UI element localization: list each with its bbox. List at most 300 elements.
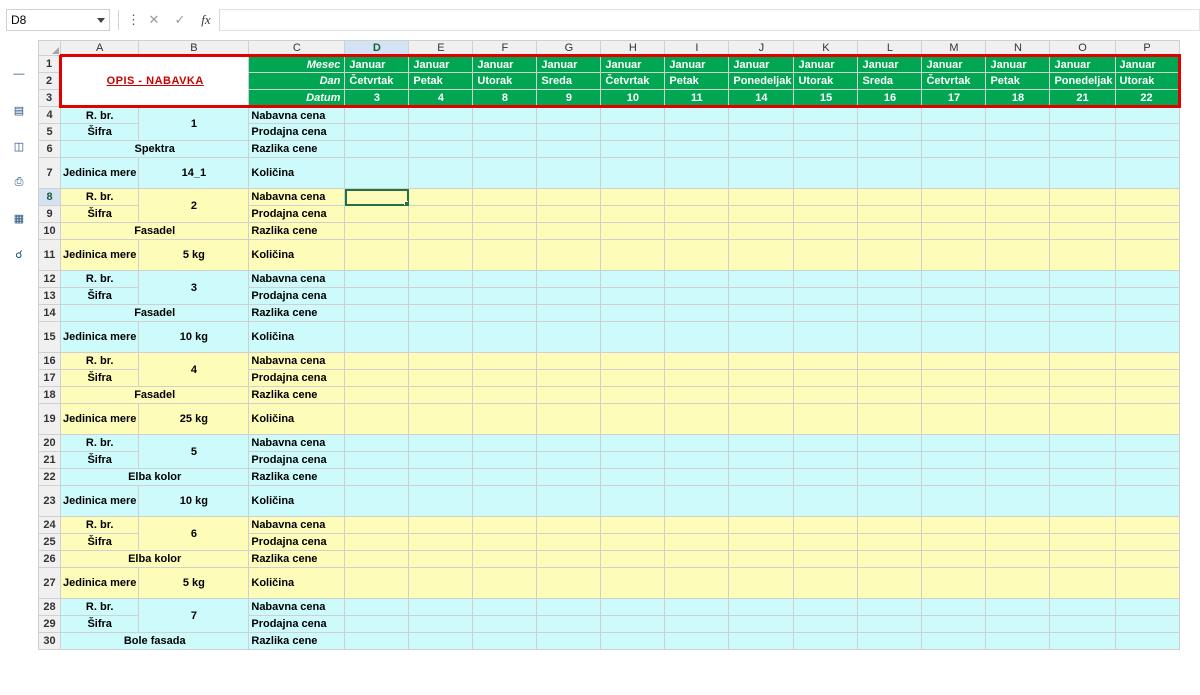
data-cell[interactable] xyxy=(473,599,537,616)
data-cell[interactable] xyxy=(1115,568,1179,599)
data-cell[interactable] xyxy=(473,370,537,387)
value-naziv[interactable]: Bole fasada xyxy=(61,633,249,650)
value-rbr[interactable]: 7 xyxy=(139,599,249,633)
column-header-A[interactable]: A xyxy=(61,41,139,56)
data-cell[interactable] xyxy=(665,288,729,305)
data-cell[interactable] xyxy=(409,452,473,469)
data-cell[interactable] xyxy=(409,599,473,616)
data-cell[interactable] xyxy=(537,124,601,141)
data-cell[interactable] xyxy=(1115,271,1179,288)
data-cell[interactable] xyxy=(665,305,729,322)
data-cell[interactable] xyxy=(1050,107,1115,124)
data-cell[interactable] xyxy=(665,616,729,633)
data-cell[interactable] xyxy=(729,370,794,387)
column-header-C[interactable]: C xyxy=(249,41,345,56)
data-cell[interactable] xyxy=(409,141,473,158)
data-cell[interactable] xyxy=(1050,353,1115,370)
data-cell[interactable] xyxy=(858,599,922,616)
data-cell[interactable] xyxy=(1050,240,1115,271)
data-cell[interactable] xyxy=(1050,534,1115,551)
data-cell[interactable] xyxy=(345,517,409,534)
data-cell[interactable] xyxy=(345,322,409,353)
value-rbr[interactable]: 2 xyxy=(139,189,249,223)
data-cell[interactable] xyxy=(729,223,794,240)
data-cell[interactable] xyxy=(345,387,409,404)
data-cell[interactable] xyxy=(601,452,665,469)
data-cell[interactable] xyxy=(345,616,409,633)
data-cell[interactable] xyxy=(858,124,922,141)
data-cell[interactable] xyxy=(986,322,1050,353)
row-header-16[interactable]: 16 xyxy=(39,353,61,370)
data-cell[interactable] xyxy=(601,370,665,387)
data-cell[interactable] xyxy=(986,435,1050,452)
data-cell[interactable] xyxy=(729,189,794,206)
data-cell[interactable] xyxy=(858,435,922,452)
data-cell[interactable] xyxy=(537,599,601,616)
data-cell[interactable] xyxy=(345,633,409,650)
data-cell[interactable] xyxy=(409,534,473,551)
data-cell[interactable] xyxy=(794,599,858,616)
data-cell[interactable] xyxy=(794,158,858,189)
data-cell[interactable] xyxy=(858,353,922,370)
data-cell[interactable] xyxy=(601,404,665,435)
data-cell[interactable] xyxy=(665,551,729,568)
data-cell[interactable] xyxy=(665,370,729,387)
data-cell[interactable] xyxy=(794,271,858,288)
data-cell[interactable] xyxy=(858,633,922,650)
data-cell[interactable] xyxy=(986,206,1050,223)
data-cell[interactable] xyxy=(473,435,537,452)
data-cell[interactable] xyxy=(922,322,986,353)
column-header-M[interactable]: M xyxy=(922,41,986,56)
data-cell[interactable] xyxy=(794,404,858,435)
column-header-O[interactable]: O xyxy=(1050,41,1115,56)
data-cell[interactable] xyxy=(665,223,729,240)
data-cell[interactable] xyxy=(665,124,729,141)
data-cell[interactable] xyxy=(729,469,794,486)
data-cell[interactable] xyxy=(1115,452,1179,469)
row-header-12[interactable]: 12 xyxy=(39,271,61,288)
data-cell[interactable] xyxy=(345,370,409,387)
data-cell[interactable] xyxy=(473,534,537,551)
data-cell[interactable] xyxy=(601,141,665,158)
data-cell[interactable] xyxy=(794,305,858,322)
data-cell[interactable] xyxy=(729,124,794,141)
data-cell[interactable] xyxy=(858,189,922,206)
data-cell[interactable] xyxy=(986,486,1050,517)
column-header-J[interactable]: J xyxy=(729,41,794,56)
data-cell[interactable] xyxy=(537,158,601,189)
data-cell[interactable] xyxy=(922,206,986,223)
data-cell[interactable] xyxy=(473,568,537,599)
data-cell[interactable] xyxy=(1050,599,1115,616)
value-jedinica-mere[interactable]: 14_1 xyxy=(139,158,249,189)
value-rbr[interactable]: 1 xyxy=(139,107,249,141)
data-cell[interactable] xyxy=(473,551,537,568)
column-header-L[interactable]: L xyxy=(858,41,922,56)
data-cell[interactable] xyxy=(409,240,473,271)
data-cell[interactable] xyxy=(665,206,729,223)
row-header-11[interactable]: 11 xyxy=(39,240,61,271)
data-cell[interactable] xyxy=(345,568,409,599)
data-cell[interactable] xyxy=(922,435,986,452)
data-cell[interactable] xyxy=(537,288,601,305)
data-cell[interactable] xyxy=(1115,387,1179,404)
data-cell[interactable] xyxy=(794,240,858,271)
data-cell[interactable] xyxy=(1050,633,1115,650)
data-cell[interactable] xyxy=(409,305,473,322)
data-cell[interactable] xyxy=(1115,551,1179,568)
data-cell[interactable] xyxy=(601,534,665,551)
data-cell[interactable] xyxy=(409,206,473,223)
data-cell[interactable] xyxy=(665,452,729,469)
data-cell[interactable] xyxy=(729,206,794,223)
data-cell[interactable] xyxy=(473,206,537,223)
data-cell[interactable] xyxy=(345,288,409,305)
data-cell[interactable] xyxy=(537,486,601,517)
data-cell[interactable] xyxy=(1050,288,1115,305)
row-header-8[interactable]: 8 xyxy=(39,189,61,206)
data-cell[interactable] xyxy=(473,353,537,370)
data-cell[interactable] xyxy=(665,486,729,517)
data-cell[interactable] xyxy=(922,551,986,568)
data-cell[interactable] xyxy=(665,240,729,271)
data-cell[interactable] xyxy=(601,322,665,353)
data-cell[interactable] xyxy=(473,404,537,435)
data-cell[interactable] xyxy=(409,435,473,452)
data-cell[interactable] xyxy=(473,288,537,305)
data-cell[interactable] xyxy=(601,189,665,206)
data-cell[interactable] xyxy=(601,469,665,486)
data-cell[interactable] xyxy=(1050,452,1115,469)
data-cell[interactable] xyxy=(409,288,473,305)
row-header-30[interactable]: 30 xyxy=(39,633,61,650)
data-cell[interactable] xyxy=(1115,124,1179,141)
data-cell[interactable] xyxy=(537,469,601,486)
row-header-24[interactable]: 24 xyxy=(39,517,61,534)
data-cell[interactable] xyxy=(1050,435,1115,452)
data-cell[interactable] xyxy=(858,206,922,223)
data-cell[interactable] xyxy=(1050,517,1115,534)
row-header-6[interactable]: 6 xyxy=(39,141,61,158)
data-cell[interactable] xyxy=(409,271,473,288)
data-cell[interactable] xyxy=(729,107,794,124)
data-cell[interactable] xyxy=(601,240,665,271)
data-cell[interactable] xyxy=(858,517,922,534)
value-jedinica-mere[interactable]: 10 kg xyxy=(139,322,249,353)
data-cell[interactable] xyxy=(922,189,986,206)
data-cell[interactable] xyxy=(601,288,665,305)
data-cell[interactable] xyxy=(922,534,986,551)
data-cell[interactable] xyxy=(986,158,1050,189)
data-cell[interactable] xyxy=(794,551,858,568)
data-cell[interactable] xyxy=(729,633,794,650)
data-cell[interactable] xyxy=(858,141,922,158)
data-cell[interactable] xyxy=(922,452,986,469)
data-cell[interactable] xyxy=(601,568,665,599)
data-cell[interactable] xyxy=(922,124,986,141)
column-header-P[interactable]: P xyxy=(1115,41,1179,56)
data-cell[interactable] xyxy=(537,452,601,469)
data-cell[interactable] xyxy=(473,322,537,353)
data-cell[interactable] xyxy=(922,370,986,387)
value-naziv[interactable]: Spektra xyxy=(61,141,249,158)
data-cell[interactable] xyxy=(922,517,986,534)
binoculars-icon[interactable]: ☌ xyxy=(15,248,23,261)
data-cell[interactable] xyxy=(858,469,922,486)
data-cell[interactable] xyxy=(1115,370,1179,387)
data-cell[interactable] xyxy=(1050,141,1115,158)
data-cell[interactable] xyxy=(345,158,409,189)
data-cell[interactable] xyxy=(922,223,986,240)
data-cell[interactable] xyxy=(665,633,729,650)
data-cell[interactable] xyxy=(794,616,858,633)
data-cell[interactable] xyxy=(345,534,409,551)
data-cell[interactable] xyxy=(345,124,409,141)
data-cell[interactable] xyxy=(665,469,729,486)
data-cell[interactable] xyxy=(858,240,922,271)
column-header-G[interactable]: G xyxy=(537,41,601,56)
data-cell[interactable] xyxy=(1050,387,1115,404)
data-cell[interactable] xyxy=(986,305,1050,322)
data-cell[interactable] xyxy=(665,271,729,288)
data-cell[interactable] xyxy=(794,370,858,387)
data-cell[interactable] xyxy=(345,271,409,288)
data-cell[interactable] xyxy=(345,486,409,517)
data-cell[interactable] xyxy=(473,452,537,469)
row-header-22[interactable]: 22 xyxy=(39,469,61,486)
data-cell[interactable] xyxy=(986,534,1050,551)
data-cell[interactable] xyxy=(729,158,794,189)
data-cell[interactable] xyxy=(986,517,1050,534)
data-cell[interactable] xyxy=(986,141,1050,158)
data-cell[interactable] xyxy=(986,240,1050,271)
data-cell[interactable] xyxy=(729,517,794,534)
data-cell[interactable] xyxy=(1050,158,1115,189)
data-cell[interactable] xyxy=(409,486,473,517)
row-header-5[interactable]: 5 xyxy=(39,124,61,141)
data-cell[interactable] xyxy=(858,534,922,551)
data-cell[interactable] xyxy=(665,322,729,353)
data-cell[interactable] xyxy=(1050,568,1115,599)
data-cell[interactable] xyxy=(601,158,665,189)
value-jedinica-mere[interactable]: 5 kg xyxy=(139,568,249,599)
value-rbr[interactable]: 3 xyxy=(139,271,249,305)
data-cell[interactable] xyxy=(473,305,537,322)
data-cell[interactable] xyxy=(1115,141,1179,158)
data-cell[interactable] xyxy=(473,124,537,141)
data-cell[interactable] xyxy=(729,534,794,551)
data-cell[interactable] xyxy=(345,551,409,568)
table-icon[interactable]: ▤ xyxy=(13,104,25,117)
row-header-26[interactable]: 26 xyxy=(39,551,61,568)
data-cell[interactable] xyxy=(729,551,794,568)
data-cell[interactable] xyxy=(473,616,537,633)
data-cell[interactable] xyxy=(665,534,729,551)
data-cell[interactable] xyxy=(986,189,1050,206)
data-cell[interactable] xyxy=(665,189,729,206)
data-cell[interactable] xyxy=(858,271,922,288)
data-cell[interactable] xyxy=(345,599,409,616)
data-cell[interactable] xyxy=(922,271,986,288)
data-cell[interactable] xyxy=(345,353,409,370)
data-cell[interactable] xyxy=(345,141,409,158)
row-header-29[interactable]: 29 xyxy=(39,616,61,633)
data-cell[interactable] xyxy=(794,435,858,452)
data-cell[interactable] xyxy=(729,404,794,435)
value-naziv[interactable]: Elba kolor xyxy=(61,469,249,486)
data-cell[interactable] xyxy=(665,568,729,599)
row-header-25[interactable]: 25 xyxy=(39,534,61,551)
data-cell[interactable] xyxy=(794,223,858,240)
data-cell[interactable] xyxy=(1050,206,1115,223)
data-cell[interactable] xyxy=(986,223,1050,240)
column-header-F[interactable]: F xyxy=(473,41,537,56)
data-cell[interactable] xyxy=(986,633,1050,650)
data-cell[interactable] xyxy=(537,189,601,206)
data-cell[interactable] xyxy=(922,107,986,124)
data-cell[interactable] xyxy=(473,486,537,517)
data-cell[interactable] xyxy=(1115,189,1179,206)
data-cell[interactable] xyxy=(345,305,409,322)
value-naziv[interactable]: Fasadel xyxy=(61,223,249,240)
data-cell[interactable] xyxy=(409,616,473,633)
data-cell[interactable] xyxy=(729,271,794,288)
row-header-18[interactable]: 18 xyxy=(39,387,61,404)
data-cell[interactable] xyxy=(1050,551,1115,568)
data-cell[interactable] xyxy=(1115,322,1179,353)
row-header-20[interactable]: 20 xyxy=(39,435,61,452)
data-cell[interactable] xyxy=(601,107,665,124)
data-cell[interactable] xyxy=(601,486,665,517)
data-cell[interactable] xyxy=(1115,107,1179,124)
data-cell[interactable] xyxy=(729,486,794,517)
data-cell[interactable] xyxy=(537,353,601,370)
column-header-K[interactable]: K xyxy=(794,41,858,56)
row-header-15[interactable]: 15 xyxy=(39,322,61,353)
data-cell[interactable] xyxy=(537,616,601,633)
data-cell[interactable] xyxy=(986,599,1050,616)
data-cell[interactable] xyxy=(922,387,986,404)
data-cell[interactable] xyxy=(537,223,601,240)
column-header-I[interactable]: I xyxy=(665,41,729,56)
data-cell[interactable] xyxy=(1050,305,1115,322)
data-cell[interactable] xyxy=(1115,616,1179,633)
data-cell[interactable] xyxy=(858,452,922,469)
data-cell[interactable] xyxy=(794,452,858,469)
row-header-10[interactable]: 10 xyxy=(39,223,61,240)
value-naziv[interactable]: Fasadel xyxy=(61,305,249,322)
data-cell[interactable] xyxy=(922,353,986,370)
data-cell[interactable] xyxy=(537,633,601,650)
data-cell[interactable] xyxy=(601,517,665,534)
data-cell[interactable] xyxy=(665,158,729,189)
data-cell[interactable] xyxy=(409,633,473,650)
data-cell[interactable] xyxy=(537,370,601,387)
data-cell[interactable] xyxy=(729,141,794,158)
data-cell[interactable] xyxy=(922,633,986,650)
data-cell[interactable] xyxy=(409,353,473,370)
data-cell[interactable] xyxy=(922,568,986,599)
data-cell[interactable] xyxy=(601,305,665,322)
data-cell[interactable] xyxy=(858,486,922,517)
data-cell[interactable] xyxy=(729,305,794,322)
data-cell[interactable] xyxy=(729,353,794,370)
data-cell[interactable] xyxy=(601,616,665,633)
value-naziv[interactable]: Fasadel xyxy=(61,387,249,404)
data-cell[interactable] xyxy=(601,353,665,370)
data-cell[interactable] xyxy=(729,322,794,353)
data-cell[interactable] xyxy=(409,370,473,387)
data-cell[interactable] xyxy=(473,141,537,158)
data-cell[interactable] xyxy=(922,616,986,633)
data-cell[interactable] xyxy=(345,240,409,271)
column-header-B[interactable]: B xyxy=(139,41,249,56)
data-cell[interactable] xyxy=(858,305,922,322)
value-rbr[interactable]: 5 xyxy=(139,435,249,469)
data-cell[interactable] xyxy=(665,599,729,616)
column-header-N[interactable]: N xyxy=(986,41,1050,56)
data-cell[interactable] xyxy=(858,568,922,599)
sheet-table[interactable] xyxy=(38,40,1181,650)
data-cell[interactable] xyxy=(665,517,729,534)
data-cell[interactable] xyxy=(986,551,1050,568)
data-cell[interactable] xyxy=(409,107,473,124)
data-cell[interactable] xyxy=(537,206,601,223)
data-cell[interactable] xyxy=(409,517,473,534)
data-cell[interactable] xyxy=(601,124,665,141)
check-icon[interactable]: ✓ xyxy=(174,12,186,27)
data-cell[interactable] xyxy=(537,517,601,534)
data-cell[interactable] xyxy=(986,107,1050,124)
row-header-17[interactable]: 17 xyxy=(39,370,61,387)
data-cell[interactable] xyxy=(858,288,922,305)
data-cell[interactable] xyxy=(665,404,729,435)
data-cell[interactable] xyxy=(409,404,473,435)
data-cell[interactable] xyxy=(794,534,858,551)
data-cell[interactable] xyxy=(1115,486,1179,517)
data-cell[interactable] xyxy=(922,158,986,189)
data-cell[interactable] xyxy=(473,240,537,271)
data-cell[interactable] xyxy=(601,223,665,240)
data-cell[interactable] xyxy=(922,305,986,322)
data-cell[interactable] xyxy=(473,633,537,650)
data-cell[interactable] xyxy=(1050,370,1115,387)
value-jedinica-mere[interactable]: 25 kg xyxy=(139,404,249,435)
value-naziv[interactable]: Elba kolor xyxy=(61,551,249,568)
data-cell[interactable] xyxy=(858,387,922,404)
data-cell[interactable] xyxy=(794,206,858,223)
data-cell[interactable] xyxy=(601,551,665,568)
data-cell[interactable] xyxy=(858,404,922,435)
data-cell[interactable] xyxy=(473,517,537,534)
row-header-23[interactable]: 23 xyxy=(39,486,61,517)
formula-input[interactable] xyxy=(219,9,1200,31)
data-cell[interactable] xyxy=(729,452,794,469)
data-cell[interactable] xyxy=(794,124,858,141)
cancel-icon[interactable]: ✕ xyxy=(148,12,160,27)
data-cell[interactable] xyxy=(409,223,473,240)
data-cell[interactable] xyxy=(537,240,601,271)
data-cell[interactable] xyxy=(794,189,858,206)
data-cell[interactable] xyxy=(922,404,986,435)
data-cell[interactable] xyxy=(1115,534,1179,551)
data-cell[interactable] xyxy=(345,452,409,469)
data-cell[interactable] xyxy=(473,107,537,124)
data-cell[interactable] xyxy=(601,271,665,288)
data-cell[interactable] xyxy=(1050,322,1115,353)
card-icon[interactable]: ◫ xyxy=(13,140,25,153)
